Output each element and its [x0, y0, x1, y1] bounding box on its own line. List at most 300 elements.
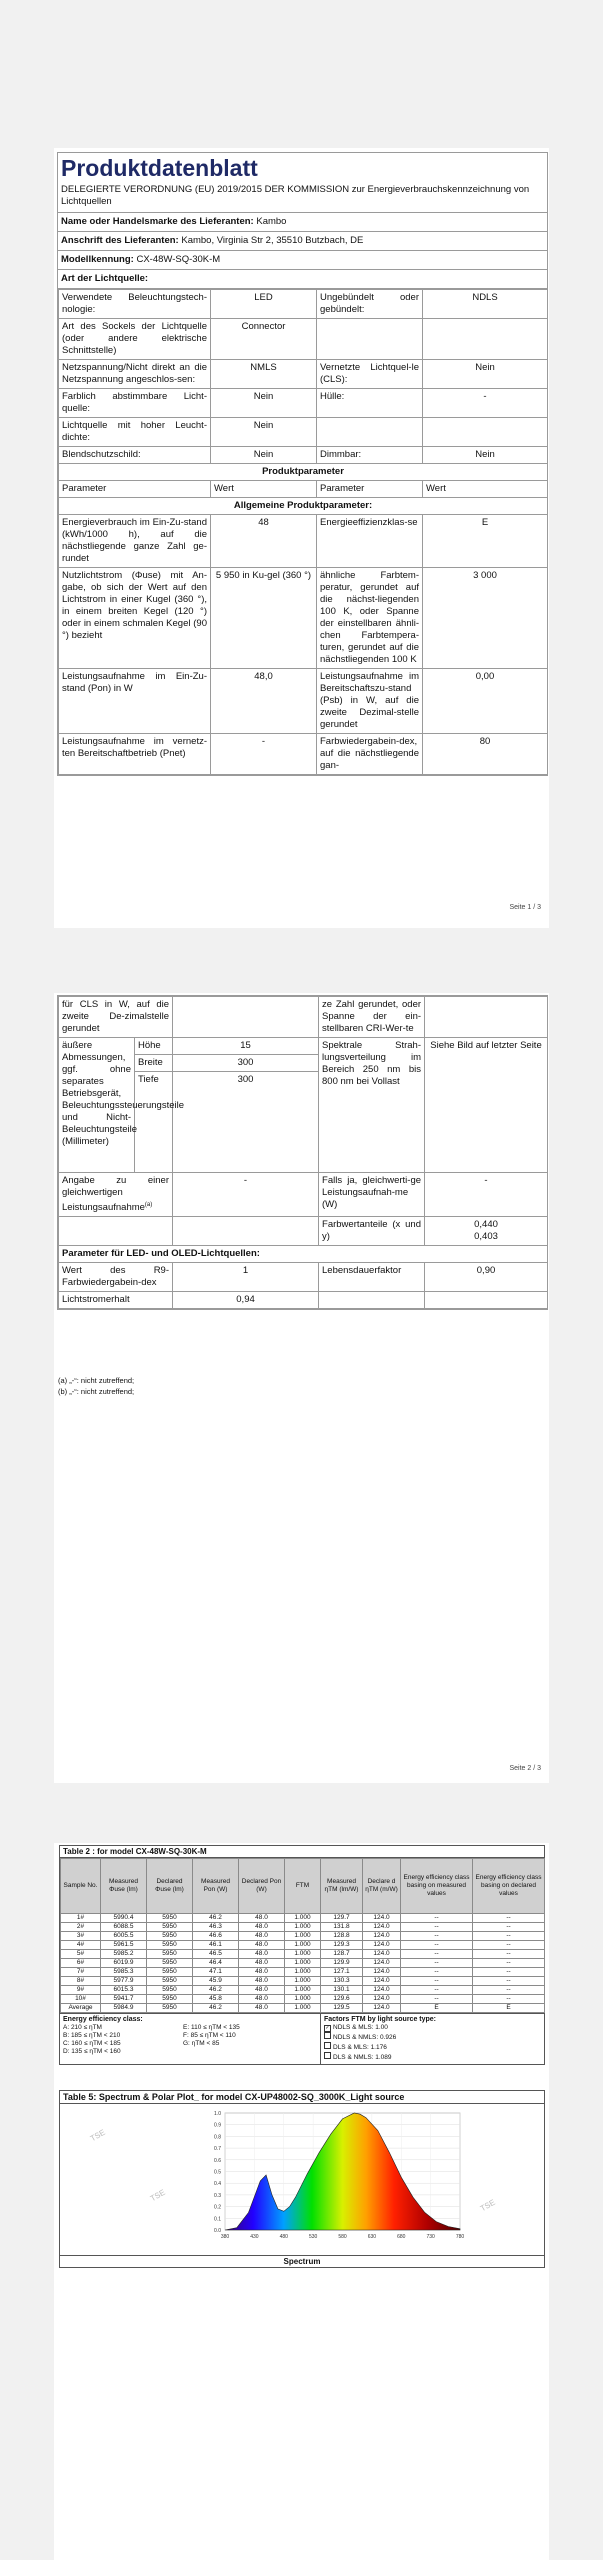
table-row [61, 1941, 545, 1950]
table-cell: 5# [61, 1950, 101, 1959]
cell-value: - [173, 1173, 319, 1217]
table-cell: -- [401, 1995, 473, 2004]
table-cell: 124.0 [363, 1959, 401, 1968]
led-params-heading: Parameter für LED- und OLED-Lichtquellen: [59, 1246, 548, 1263]
cell-empty [425, 997, 548, 1038]
table-cell: 5984.9 [101, 2004, 147, 2013]
cell-label: Lichtstromerhalt [59, 1292, 173, 1309]
model-value: CX-48W-SQ-30K-M [136, 254, 221, 265]
address-line [58, 232, 547, 251]
table-cell: 5950 [147, 1959, 193, 1968]
table-cell: 48.0 [239, 1986, 285, 1995]
x-tick-label: 480 [279, 2234, 288, 2240]
cell-label: Farblich abstimmbare Licht-quelle: [59, 389, 211, 418]
table-cell: 5941.7 [101, 1995, 147, 2004]
cell-label [59, 1173, 173, 1217]
page-3 [54, 1843, 549, 2560]
cell-label: Leistungsaufnahme im vernetz-ten Bereitschaftbetrieb (Pnet) [59, 734, 211, 775]
table-row [59, 1038, 548, 1055]
table-row [59, 418, 548, 447]
checkbox-icon [324, 2052, 331, 2059]
general-params-heading: Allgemeine Produktparameter: [59, 498, 548, 515]
table-cell: 5950 [147, 1914, 193, 1923]
table-cell: 46.2 [193, 1914, 239, 1923]
ftm-title: Factors FTM by light source type: [324, 2016, 437, 2023]
x-tick-label: 380 [220, 2234, 230, 2240]
ftm-factor-text: NDLS & MLS: 1.00 [333, 2024, 388, 2031]
table-cell: 48.0 [239, 1950, 285, 1959]
table-cell: 48.0 [239, 1932, 285, 1941]
cell-label: Energieverbrauch im Ein-Zu-stand (kWh/1000 h), auf die nächstliegende ganze Zahl ge-rundet [59, 515, 211, 568]
cell-label: Lebensdauerfaktor [319, 1263, 425, 1292]
col-header: Declare d ηTM (m/W) [363, 1859, 401, 1914]
height-label: Höhe [135, 1038, 173, 1055]
table-cell: 1.000 [285, 1932, 321, 1941]
table-cell: 5950 [147, 1932, 193, 1941]
table2-title: Table 2 : for model CX-48W-SQ-30K-M [60, 1846, 544, 1858]
table-cell: -- [473, 1986, 545, 1995]
checkbox-icon [324, 2042, 331, 2049]
cell-value: 1 [173, 1263, 319, 1292]
param-table-continued [58, 996, 548, 1309]
cell-label: Farbwiedergabein-dex, auf die nächstliegende gan- [317, 734, 423, 775]
watermark: TSE [88, 2127, 107, 2144]
type-line [58, 270, 547, 289]
table-cell: 128.8 [321, 1932, 363, 1941]
spectrum-label: Spectrum [60, 2255, 544, 2267]
cell-value: NDLS [423, 290, 548, 319]
page-number: Seite 2 / 3 [509, 1765, 541, 1772]
supplier-label: Name oder Handelsmarke des Lieferanten: [61, 216, 254, 227]
model-line [58, 251, 547, 270]
table-cell: 124.0 [363, 2004, 401, 2013]
table-cell: 129.3 [321, 1941, 363, 1950]
table-row [59, 669, 548, 734]
cell-empty [319, 1292, 425, 1309]
table-cell: 6# [61, 1959, 101, 1968]
watermark: TSE [148, 2187, 167, 2204]
cell-value: Nein [211, 418, 317, 447]
cell-value: 80 [423, 734, 548, 775]
eff-columns [63, 2024, 317, 2056]
table-row [61, 1923, 545, 1932]
table5-title: Table 5: Spectrum & Polar Plot_ for model CX-UP48002-SQ_3000K_Light source [60, 2091, 544, 2104]
table-cell: 46.6 [193, 1932, 239, 1941]
regulation-text: DELEGIERTE VERORDNUNG (EU) 2019/2015 DER KOMMISSION zur Energieverbrauchskennzeichnung von Lichtquellen [58, 182, 547, 213]
table-cell: -- [401, 1932, 473, 1941]
eff-class-f: F: 85 ≤ ηTM < 110 [183, 2032, 236, 2039]
address-label: Anschrift des Lieferanten: [61, 235, 179, 246]
test-result-table [60, 1858, 545, 2013]
table-cell: 5950 [147, 1995, 193, 2004]
cell-value: 0,90 [425, 1263, 548, 1292]
x-tick-label: 630 [367, 2234, 377, 2240]
cell-label: ähnliche Farbtem-peratur, gerundet auf die nächst-liegenden 100 K, oder Spanne der einstellbaren ähnli-chen Farbtempera-turen, gerundet auf die nächstliegenden 100 K [317, 568, 423, 669]
header-row [59, 481, 548, 498]
cell-empty [425, 1292, 548, 1309]
x-tick-label: 430 [250, 2234, 259, 2240]
watermark: TSE [478, 2197, 497, 2214]
table-cell: 5961.5 [101, 1941, 147, 1950]
eff-class-d: D: 135 ≤ ηTM < 160 [63, 2048, 121, 2055]
table-cell: 124.0 [363, 1977, 401, 1986]
table-cell: -- [401, 1914, 473, 1923]
table-row [59, 1263, 548, 1292]
table-cell: -- [401, 1923, 473, 1932]
table-cell: 5950 [147, 1986, 193, 1995]
table-cell: 1.000 [285, 2004, 321, 2013]
table-row [59, 360, 548, 389]
table-cell: 1.000 [285, 1950, 321, 1959]
table-cell: 128.7 [321, 1950, 363, 1959]
table-cell: 124.0 [363, 1968, 401, 1977]
efficiency-classes [60, 2014, 321, 2064]
table-cell: 1.000 [285, 1941, 321, 1950]
light-source-table [58, 289, 548, 775]
table-cell: 127.1 [321, 1968, 363, 1977]
table-cell: -- [401, 1950, 473, 1959]
footnote-b: (b) „-“: nicht zutreffend; [58, 1387, 135, 1396]
ftm-factor-2 [324, 2032, 436, 2042]
col-header: Measured ηTM (lm/W) [321, 1859, 363, 1914]
table-cell: 5985.3 [101, 1968, 147, 1977]
cell-value: Nein [211, 389, 317, 418]
table-row [59, 1173, 548, 1217]
cell-value: 5 950 in Ku-gel (360 °) [211, 568, 317, 669]
table-cell: 124.0 [363, 1914, 401, 1923]
checkbox-icon [324, 2032, 331, 2039]
ftm-factor-1 [324, 2024, 436, 2032]
supplier-line [58, 213, 547, 232]
table-cell: 46.1 [193, 1941, 239, 1950]
efficiency-legend [60, 2013, 544, 2064]
cell-label: Wert des R9-Farbwiedergabein-dex [59, 1263, 173, 1292]
cell-label: Energieeffizienzklas-se [317, 515, 423, 568]
table-cell: 7# [61, 1968, 101, 1977]
table-cell: 48.0 [239, 1995, 285, 2004]
cell-value: - [425, 1173, 548, 1217]
cell-value: 3 000 [423, 568, 548, 669]
table-row [61, 1977, 545, 1986]
table-cell: 2# [61, 1923, 101, 1932]
table-cell: 5950 [147, 2004, 193, 2013]
table-cell: 10# [61, 1995, 101, 2004]
col-header: FTM [285, 1859, 321, 1914]
col-header: Energy efficiency class basing on declared values [473, 1859, 545, 1914]
table-cell: -- [401, 1977, 473, 1986]
ftm-factor-3 [324, 2042, 436, 2052]
table-row [59, 1292, 548, 1309]
table-cell: 8# [61, 1977, 101, 1986]
cell-label: Leistungsaufnahme im Bereitschaftszu-stand (Psb) in W, auf die zweite Dezimal-stelle gerundet [317, 669, 423, 734]
eff-col-2 [183, 2024, 240, 2056]
cell-empty [423, 418, 548, 447]
y-tick-label: 1.0 [214, 2111, 221, 2117]
y-tick-label: 0.8 [214, 2134, 221, 2141]
ftm-factor-4 [324, 2052, 436, 2062]
table-cell: 5977.9 [101, 1977, 147, 1986]
y-tick-label: 0.1 [214, 2216, 221, 2223]
table-cell: 46.4 [193, 1959, 239, 1968]
col-header: Measured Φuse (lm) [101, 1859, 147, 1914]
table-cell: 5950 [147, 1977, 193, 1986]
eff-class-e: E: 110 ≤ ηTM < 135 [183, 2024, 240, 2031]
y-tick-label: 0.7 [214, 2146, 221, 2153]
table-cell: 48.0 [239, 1914, 285, 1923]
cell-label: Art des Sockels der Lichtquelle (oder andere elektrische Schnittstelle) [59, 319, 211, 360]
cell-label: ze Zahl gerundet, oder Spanne der ein-stellbaren CRI-Wer-te [319, 997, 425, 1038]
table-cell: 1.000 [285, 1959, 321, 1968]
cell-value: - [423, 389, 548, 418]
x-tick-label: 580 [338, 2234, 347, 2240]
dimensions-label: äußere Abmessungen, ggf. ohne separates Betriebsgerät, Beleuchtungssteuerungsteile und Nicht-Beleuchtungsteile (Millimeter) [59, 1038, 135, 1173]
table-cell: -- [401, 1941, 473, 1950]
table-row [61, 1932, 545, 1941]
footnote-ref: (a) [144, 1202, 153, 1208]
table-cell: 6088.5 [101, 1923, 147, 1932]
spectrum-box [59, 2090, 545, 2268]
table-cell: 48.0 [239, 2004, 285, 2013]
table-row [61, 1950, 545, 1959]
cell-label: Hülle: [317, 389, 423, 418]
table-cell: 48.0 [239, 1977, 285, 1986]
y-tick-label: 0.4 [214, 2181, 221, 2188]
cell-value [425, 1217, 548, 1246]
cell-label: Nutzlichtstrom (Φuse) mit An-gabe, ob sich der Wert auf den Lichtstrom in einer Kugel (360 °), in einem breiten Kegel (120 °) oder in einem schmalen Kegel (90 °) bezieht [59, 568, 211, 669]
section-row [59, 464, 548, 481]
model-label: Modellkennung: [61, 254, 134, 265]
table-cell: 48.0 [239, 1941, 285, 1950]
table-cell: 6019.9 [101, 1959, 147, 1968]
cell-value: 0,00 [423, 669, 548, 734]
table-row [59, 568, 548, 669]
ftm-factor-text: DLS & MLS: 1.176 [333, 2044, 387, 2051]
table-cell: 131.8 [321, 1923, 363, 1932]
cell-value: Nein [423, 360, 548, 389]
table-cell: 46.2 [193, 1986, 239, 1995]
table-row [59, 290, 548, 319]
cell-label: Falls ja, gleichwerti-ge Leistungsaufnah-me (W) [319, 1173, 425, 1217]
table-cell: 5950 [147, 1950, 193, 1959]
table-cell: 1# [61, 1914, 101, 1923]
table-cell: 5985.2 [101, 1950, 147, 1959]
cell-empty [317, 319, 423, 360]
spectrum-chart [60, 2105, 544, 2251]
y-tick-label: 0.0 [214, 2228, 221, 2234]
table-cell: -- [473, 1923, 545, 1932]
table-cell: -- [401, 1968, 473, 1977]
x-tick-label: 530 [308, 2234, 318, 2240]
table-cell: 45.8 [193, 1995, 239, 2004]
table-cell: 48.0 [239, 1959, 285, 1968]
col-header-param: Parameter [59, 481, 211, 498]
table-row [61, 1968, 545, 1977]
table-cell: 124.0 [363, 1941, 401, 1950]
col-header-value: Wert [423, 481, 548, 498]
table-cell: 5950 [147, 1968, 193, 1977]
cell-label: Farbwertanteile (x und y) [319, 1217, 425, 1246]
table-cell: 46.3 [193, 1923, 239, 1932]
table-cell: 1.000 [285, 1923, 321, 1932]
table-cell: 4# [61, 1941, 101, 1950]
chromaticity-y: 0,403 [474, 1231, 498, 1243]
cell-label: Netzspannung/Nicht direkt an die Netzspannung angeschlos-sen: [59, 360, 211, 389]
table-row [61, 1995, 545, 2004]
table-cell: -- [473, 1932, 545, 1941]
cell-value: Nein [423, 447, 548, 464]
ftm-factors [321, 2014, 439, 2064]
table-cell: Average [61, 2004, 101, 2013]
table-row [59, 1217, 548, 1246]
table-cell: -- [473, 1941, 545, 1950]
section-row [59, 498, 548, 515]
table-row [61, 2004, 545, 2013]
table-cell: 46.2 [193, 2004, 239, 2013]
page-2 [54, 993, 549, 1783]
eff-class-g: G: ηTM < 85 [183, 2040, 220, 2047]
table-row [59, 389, 548, 418]
cell-label: Leistungsaufnahme im Ein-Zu-stand (Pon) in W [59, 669, 211, 734]
spectral-value: Siehe Bild auf letzter Seite [425, 1038, 548, 1173]
supplier-value: Kambo [256, 216, 287, 227]
equivalent-label: Angabe zu einer gleichwertigen Leistungsaufnahme [62, 1175, 170, 1214]
table-cell: 130.3 [321, 1977, 363, 1986]
table-cell: 1.000 [285, 1914, 321, 1923]
cell-value: Connector [211, 319, 317, 360]
cell-value: E [423, 515, 548, 568]
test-result-table-box [59, 1845, 545, 2065]
page-title: Produktdatenblatt [61, 155, 258, 181]
y-tick-label: 0.3 [214, 2192, 221, 2199]
page-1 [54, 148, 549, 928]
table-cell: 1.000 [285, 1977, 321, 1986]
eff-class-b: B: 185 ≤ ηTM < 210 [63, 2032, 121, 2039]
table-cell: 6015.3 [101, 1986, 147, 1995]
cell-label: Dimmbar: [317, 447, 423, 464]
col-header: Measured Pon (W) [193, 1859, 239, 1914]
section-row [59, 1246, 548, 1263]
cell-label: Vernetzte Lichtquel-le (CLS): [317, 360, 423, 389]
eff-class-a: A: 210 ≤ ηTM [63, 2024, 102, 2031]
cell-empty [173, 997, 319, 1038]
footnote-a: (a) „-“: nicht zutreffend; [58, 1376, 135, 1385]
table-cell: 3# [61, 1932, 101, 1941]
table-cell: 5950 [147, 1941, 193, 1950]
cell-value: LED [211, 290, 317, 319]
table-cell: 9# [61, 1986, 101, 1995]
table-cell: 124.0 [363, 1932, 401, 1941]
cell-empty [423, 319, 548, 360]
width-label: Breite [135, 1055, 173, 1072]
table-cell: 130.1 [321, 1986, 363, 1995]
table-cell: -- [473, 1995, 545, 2004]
table-cell: E [401, 2004, 473, 2013]
table-cell: 124.0 [363, 1923, 401, 1932]
datasheet-frame [57, 995, 548, 1310]
y-tick-label: 0.2 [214, 2204, 221, 2211]
table-cell: 45.9 [193, 1977, 239, 1986]
table-cell: 6005.5 [101, 1932, 147, 1941]
table-row [61, 1959, 545, 1968]
cell-value: 0,94 [173, 1292, 319, 1309]
table-cell: 129.9 [321, 1959, 363, 1968]
col-header: Declared Φuse (lm) [147, 1859, 193, 1914]
cell-label: für CLS in W, auf die zweite De-zimalstelle gerundet [59, 997, 173, 1038]
cell-label: Verwendete Beleuchtungstech-nologie: [59, 290, 211, 319]
table-cell: 48.0 [239, 1923, 285, 1932]
table-cell: -- [401, 1959, 473, 1968]
table-row [59, 734, 548, 775]
table-cell: 47.1 [193, 1968, 239, 1977]
col-header: Energy efficiency class basing on measured values [401, 1859, 473, 1914]
table-cell: -- [473, 1950, 545, 1959]
table-cell: -- [473, 1914, 545, 1923]
cell-empty [173, 1217, 319, 1246]
cell-value: 48 [211, 515, 317, 568]
checkbox-icon: ✓ [325, 2025, 330, 2031]
width-value: 300 [173, 1055, 319, 1072]
address-value: Kambo, Virginia Str 2, 35510 Butzbach, DE [181, 235, 364, 246]
cell-value: - [211, 734, 317, 775]
depth-label: Tiefe [135, 1072, 173, 1173]
type-label: Art der Lichtquelle: [61, 273, 149, 284]
table-cell: 129.7 [321, 1914, 363, 1923]
height-value: 15 [173, 1038, 319, 1055]
x-tick-label: 730 [426, 2234, 435, 2240]
col-header-param: Parameter [317, 481, 423, 498]
x-tick-label: 780 [455, 2234, 465, 2240]
table-cell: -- [401, 1986, 473, 1995]
footnotes [58, 1375, 134, 1397]
eff-col-1 [63, 2024, 183, 2056]
table-cell: -- [473, 1968, 545, 1977]
cell-label: Ungebündelt oder gebündelt: [317, 290, 423, 319]
table-cell: -- [473, 1959, 545, 1968]
table-cell: 1.000 [285, 1986, 321, 1995]
table-row [59, 319, 548, 360]
y-tick-label: 0.5 [214, 2169, 221, 2176]
eff-class-c: C: 160 ≤ ηTM < 185 [63, 2040, 121, 2047]
eff-title: Energy efficiency class: [63, 2016, 143, 2023]
table-row [59, 515, 548, 568]
y-tick-label: 0.6 [214, 2157, 221, 2164]
table-cell: 46.5 [193, 1950, 239, 1959]
table-cell: E [473, 2004, 545, 2013]
table-cell: 124.0 [363, 1995, 401, 2004]
cell-empty [317, 418, 423, 447]
table-cell: -- [473, 1977, 545, 1986]
page-number: Seite 1 / 3 [509, 904, 541, 911]
depth-value: 300 [173, 1072, 319, 1173]
table-cell: 129.5 [321, 2004, 363, 2013]
table-cell: 129.6 [321, 1995, 363, 2004]
table-cell: 1.000 [285, 1995, 321, 2004]
cell-value: 48,0 [211, 669, 317, 734]
table-row [59, 447, 548, 464]
col-header: Sample No. [61, 1859, 101, 1914]
x-tick-label: 680 [397, 2234, 406, 2240]
table-row [61, 1986, 545, 1995]
ftm-factor-text: DLS & NMLS: 1.089 [333, 2054, 392, 2061]
col-header-value: Wert [211, 481, 317, 498]
table-row [59, 997, 548, 1038]
table-cell: 1.000 [285, 1968, 321, 1977]
table-row [61, 1914, 545, 1923]
product-params-heading: Produktparameter [59, 464, 548, 481]
table-cell: 124.0 [363, 1986, 401, 1995]
table-cell: 5990.4 [101, 1914, 147, 1923]
cell-value: Nein [211, 447, 317, 464]
